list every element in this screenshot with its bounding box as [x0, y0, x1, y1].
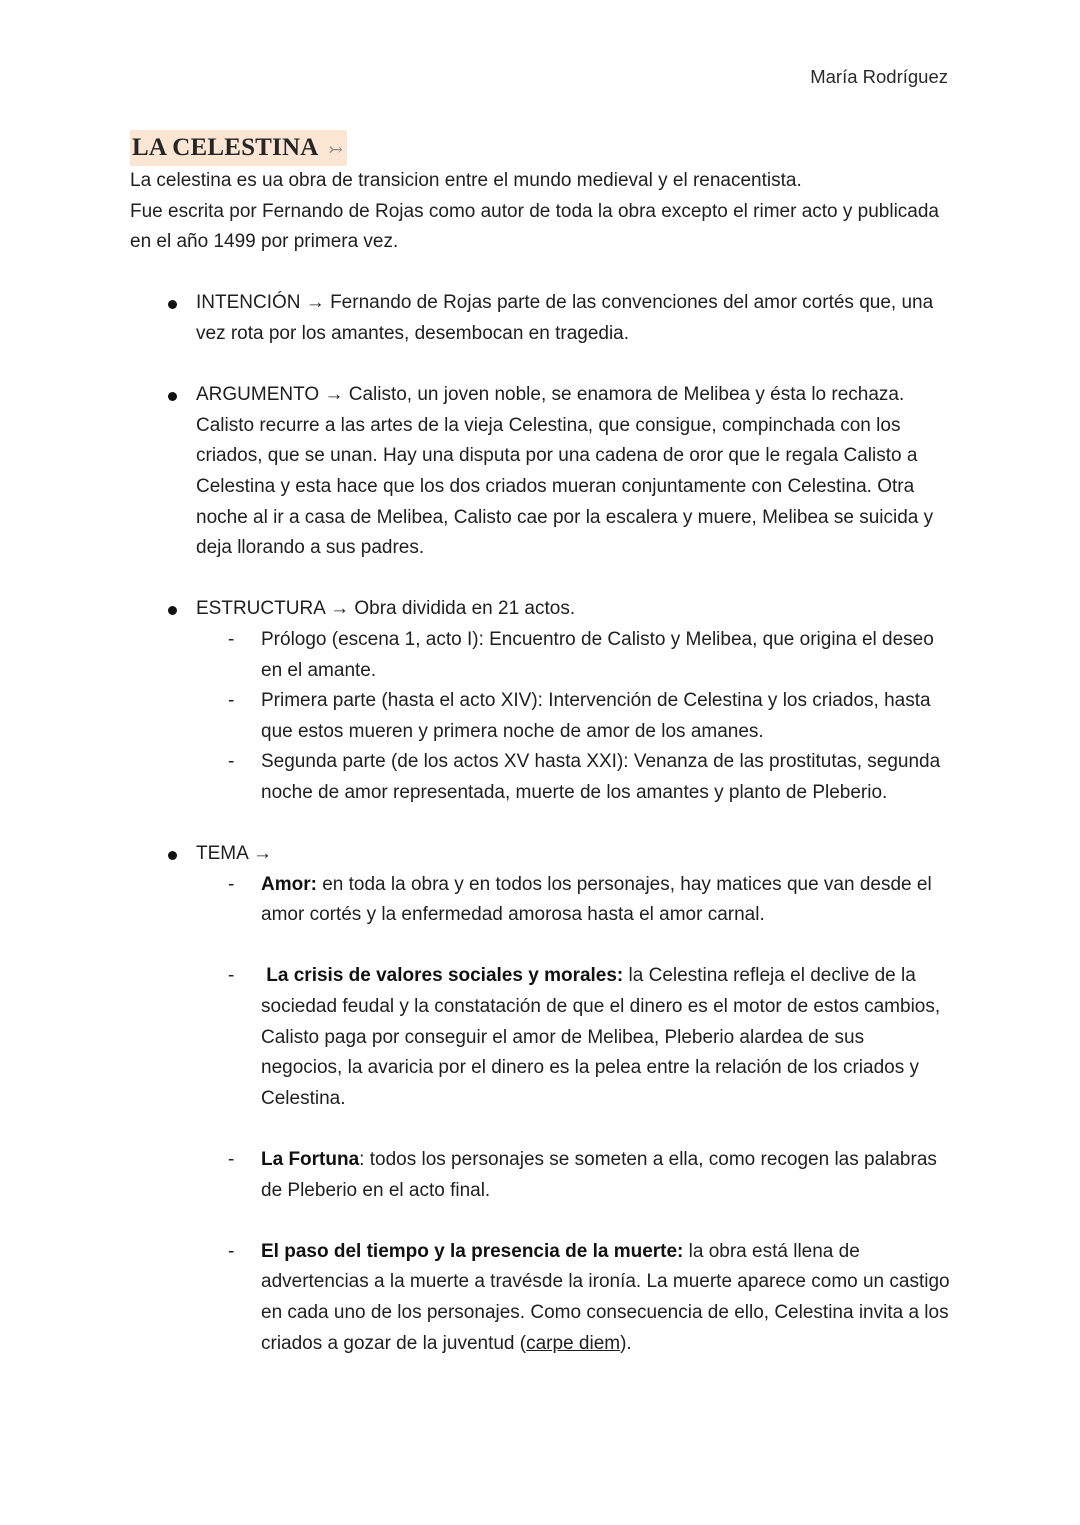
section-intencion [130, 288, 950, 349]
list-item-text-end: ). [620, 1332, 632, 1354]
dash-icon: - [228, 690, 235, 712]
section-label: ARGUMENTO [196, 384, 320, 406]
list-item-text: : todos los personajes se someten a ella, como recogen las palabras de Pleberio en el acto final. [261, 1149, 937, 1201]
list-item [196, 870, 950, 931]
section-text: Obra dividida en 21 actos. [354, 598, 576, 620]
item-heading: La crisis de valores sociales y morales: [266, 965, 624, 987]
section-label: INTENCIÓN [196, 292, 301, 314]
item-heading: La Fortuna [261, 1149, 360, 1170]
list-item [196, 1237, 950, 1359]
item-heading: Amor: [261, 873, 317, 895]
document-body [130, 166, 950, 1390]
title-text: LA CELESTINA [132, 134, 319, 161]
right-arrow-icon: → [253, 843, 273, 865]
title-block [130, 130, 347, 166]
intro-line-2: Fue escrita por Fernando de Rojas como autor de toda la obra excepto el rimer acto y publicada en el año 1499 por primera vez. [130, 200, 940, 253]
section-argumento [130, 380, 950, 564]
page-title [130, 130, 347, 166]
tema-sublist [196, 870, 950, 1360]
author-name: María Rodríguez [810, 66, 948, 87]
list-item [196, 747, 950, 808]
estructura-sublist [196, 625, 950, 809]
underlined-term: carpe diem [526, 1332, 621, 1354]
right-arrow-icon: → [324, 384, 344, 406]
bullet-icon [168, 606, 177, 615]
dash-icon: - [228, 751, 235, 773]
dash-icon: - [228, 965, 235, 987]
section-estructura [130, 594, 950, 808]
list-item-text: la obra está llena de advertencias a la muerte a travésde la ironía. La muerte aparece como un castigo en cada uno de los personajes. Como consecuencia de ello, Celestina invita a los criados a gozar de la juventud ( [261, 1240, 950, 1354]
intro-line-1: La celestina es ua obra de transicion entre el mundo medieval y el renacentista. [130, 170, 802, 191]
arrow-tail-icon: ↣ [328, 140, 343, 159]
section-label: TEMA [196, 843, 248, 865]
list-item-text: en toda la obra y en todos los personajes, hay matices que van desde el amor cortés y la enfermedad amorosa hasta el amor carnal. [261, 873, 932, 926]
dash-icon: - [228, 1240, 235, 1262]
section-text: Calisto, un joven noble, se enamora de Melibea y ésta lo rechaza. Calisto recurre a las artes de la vieja Celestina, que consigue, compinchada con los criados, que se unan. Hay una disputa por una cadena de oror que le regala Calisto a Celestina y esta hace que los dos criados mueran conjuntamente con Celestina. Otra noche al ir a casa de Melibea, Calisto cae por la escalera y muere, Melibea se suicida y deja llorando a sus padres. [196, 384, 934, 559]
list-item-text: Primera parte (hasta el acto XIV): Intervención de Celestina y los criados, hasta que estos mueren y primera noche de amor de los amanes. [261, 690, 931, 742]
bullet-icon [168, 851, 177, 860]
list-item [196, 961, 950, 1114]
item-heading: El paso del tiempo y la presencia de la muerte: [261, 1240, 684, 1262]
dash-icon: - [228, 628, 235, 650]
right-arrow-icon: → [330, 598, 350, 620]
list-item-text: Prólogo (escena 1, acto I): Encuentro de Calisto y Melibea, que origina el deseo en el amante. [261, 628, 934, 681]
dash-icon: - [228, 1149, 235, 1170]
dash-icon: - [228, 873, 235, 895]
list-item-text: la Celestina refleja el declive de la sociedad feudal y la constatación de que el dinero es el motor de estos cambios, Calisto paga por conseguir el amor de Melibea, Pleberio alardea de sus negocios, la avaricia por el dinero es la pelea entre la relación de los criados y Celestina. [261, 965, 941, 1109]
list-item-text: Segunda parte (de los actos XV hasta XXI): Venanza de las prostitutas, segunda noche de amor representada, muerte de los amantes y planto de Pleberio. [261, 751, 941, 803]
right-arrow-icon: → [305, 292, 325, 314]
bullet-icon [168, 300, 177, 309]
list-item [196, 686, 950, 747]
section-text: Fernando de Rojas parte de las convenciones del amor cortés que, una vez rota por los amantes, desembocan en tragedia. [196, 292, 934, 344]
bullet-icon [168, 392, 177, 401]
section-list [130, 288, 950, 1359]
list-item [196, 625, 950, 686]
list-item [196, 1145, 950, 1206]
section-label: ESTRUCTURA [196, 598, 325, 620]
section-tema [130, 839, 950, 1359]
